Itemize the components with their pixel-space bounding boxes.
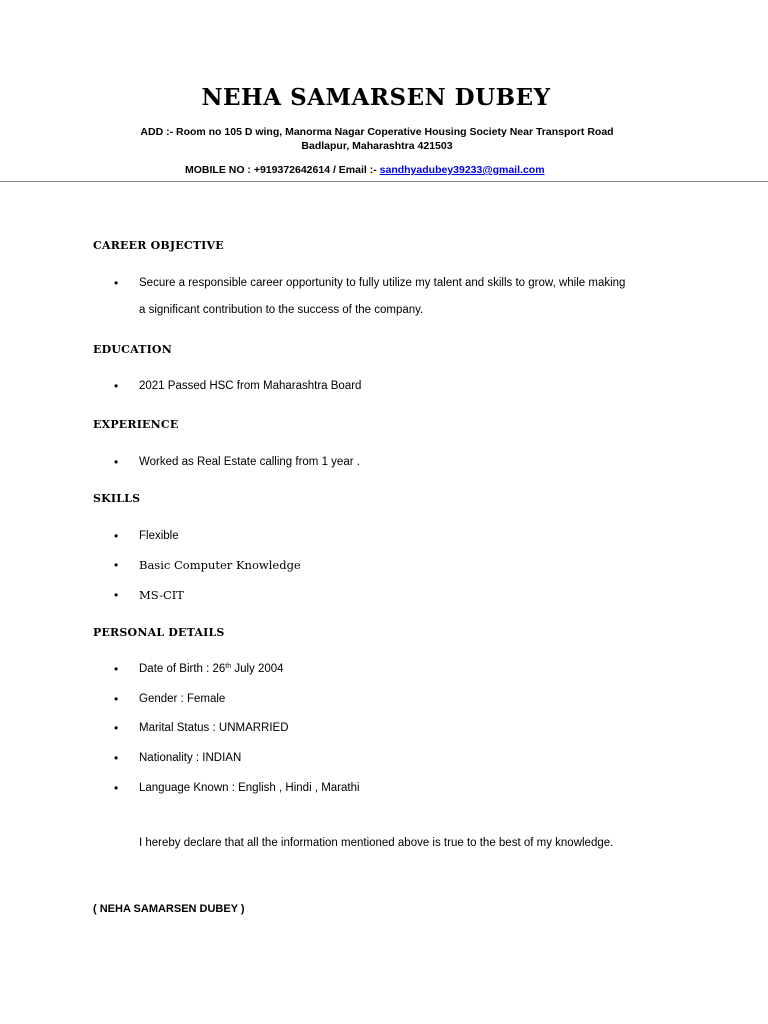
experience-heading: EXPERIENCE — [93, 418, 179, 431]
bullet-icon: • — [114, 751, 119, 765]
contact-line — [185, 163, 545, 177]
header-divider — [0, 181, 768, 182]
marital-status-item: Marital Status : UNMARRIED — [139, 722, 289, 734]
experience-item: Worked as Real Estate calling from 1 year . — [139, 456, 360, 468]
gender-item: Gender : Female — [139, 693, 226, 705]
address-line-2: Badlapur, Maharashtra 421503 — [301, 140, 453, 152]
education-heading: EDUCATION — [93, 343, 172, 356]
nationality-item: Nationality : INDIAN — [139, 752, 242, 764]
bullet-icon: • — [114, 692, 119, 706]
dob-item — [139, 662, 284, 676]
dob-suffix: July 2004 — [231, 663, 284, 675]
email-link[interactable]: sandhyadubey39233@gmail.com — [379, 164, 545, 176]
personal-details-heading: PERSONAL DETAILS — [93, 626, 225, 639]
bullet-icon: • — [114, 662, 119, 676]
contact-mobile: MOBILE NO : +919372642614 / Email :- — [185, 164, 380, 176]
skill-item: Basic Computer Knowledge — [139, 558, 301, 572]
bullet-icon: • — [114, 529, 119, 543]
career-objective-heading: CAREER OBJECTIVE — [93, 239, 224, 252]
bullet-icon: • — [114, 379, 119, 393]
skill-item: Flexible — [139, 530, 179, 542]
declaration-text: I hereby declare that all the information mentioned above is true to the best of my knowledge. — [139, 837, 614, 849]
bullet-icon: • — [114, 588, 119, 602]
address-line-1: ADD :- Room no 105 D wing, Manorma Nagar Coperative Housing Society Near Transport Road — [140, 126, 614, 138]
bullet-icon: • — [114, 781, 119, 795]
resume-name: NEHA SAMARSEN DUBEY — [201, 84, 551, 111]
career-objective-line-1: Secure a responsible career opportunity to fully utilize my talent and skills to grow, while making — [139, 277, 626, 289]
dob-ordinal: th — [225, 663, 232, 670]
signature: ( NEHA SAMARSEN DUBEY ) — [93, 903, 245, 915]
skills-heading: SKILLS — [93, 492, 141, 505]
language-item: Language Known : English , Hindi , Marathi — [139, 782, 360, 794]
bullet-icon: • — [114, 721, 119, 735]
dob-prefix: Date of Birth : 26 — [139, 663, 226, 675]
skill-item: MS-CIT — [139, 588, 184, 602]
bullet-icon: • — [114, 455, 119, 469]
bullet-icon: • — [114, 558, 119, 572]
education-item: 2021 Passed HSC from Maharashtra Board — [139, 380, 362, 392]
bullet-icon: • — [114, 276, 119, 290]
career-objective-line-2: a significant contribution to the success of the company. — [139, 304, 424, 316]
